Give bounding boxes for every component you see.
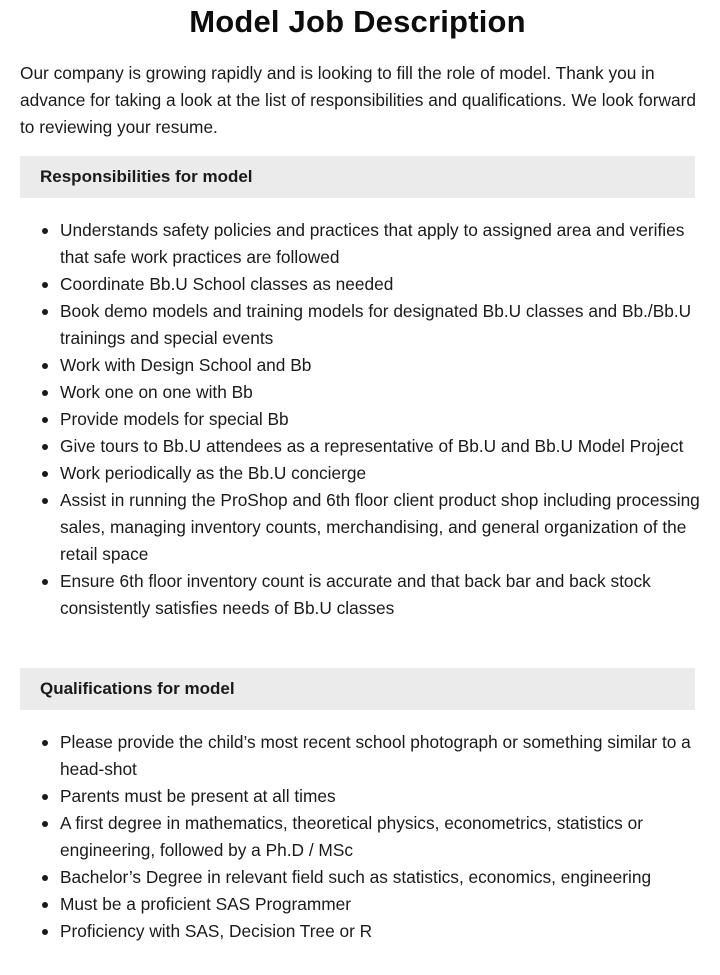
list-item: Work periodically as the Bb.U concierge [60, 460, 700, 487]
responsibilities-heading: Responsibilities for model [20, 156, 695, 198]
list-item: Assist in running the ProShop and 6th floor client product shop including processing sales, managing inventory counts, merchandising, and general organization of the retail space [60, 487, 700, 568]
list-item: Ensure 6th floor inventory count is accurate and that back bar and back stock consistently satisfies needs of Bb.U classes [60, 568, 700, 622]
intro-paragraph: Our company is growing rapidly and is looking to fill the role of model. Thank you in advance for taking a look at the list of responsibilities and qualifications. We look forward to reviewing your resume. [20, 63, 696, 137]
list-item: Give tours to Bb.U attendees as a representative of Bb.U and Bb.U Model Project [60, 433, 700, 460]
list-item: Bachelor’s Degree in relevant field such as statistics, economics, engineering [60, 864, 700, 891]
qualifications-heading: Qualifications for model [20, 668, 695, 710]
list-item: Provide models for special Bb [60, 406, 700, 433]
list-item: Work one on one with Bb [60, 379, 700, 406]
list-item: A first degree in mathematics, theoretical physics, econometrics, statistics or engineering, followed by a Ph.D / MSc [60, 810, 700, 864]
list-item: Parents must be present at all times [60, 783, 700, 810]
responsibilities-list [20, 217, 700, 622]
list-item: Work with Design School and Bb [60, 352, 700, 379]
list-item: Proficiency with SAS, Decision Tree or R [60, 918, 700, 945]
list-item: Please provide the child’s most recent school photograph or something similar to a head-shot [60, 729, 700, 783]
list-item: Understands safety policies and practices that apply to assigned area and verifies that safe work practices are followed [60, 217, 700, 271]
list-item: Book demo models and training models for designated Bb.U classes and Bb./Bb.U trainings and special events [60, 298, 700, 352]
list-item: Must be a proficient SAS Programmer [60, 891, 700, 918]
qualifications-list [20, 729, 700, 945]
page-title: Model Job Description [189, 4, 526, 39]
list-item: Coordinate Bb.U School classes as needed [60, 271, 700, 298]
